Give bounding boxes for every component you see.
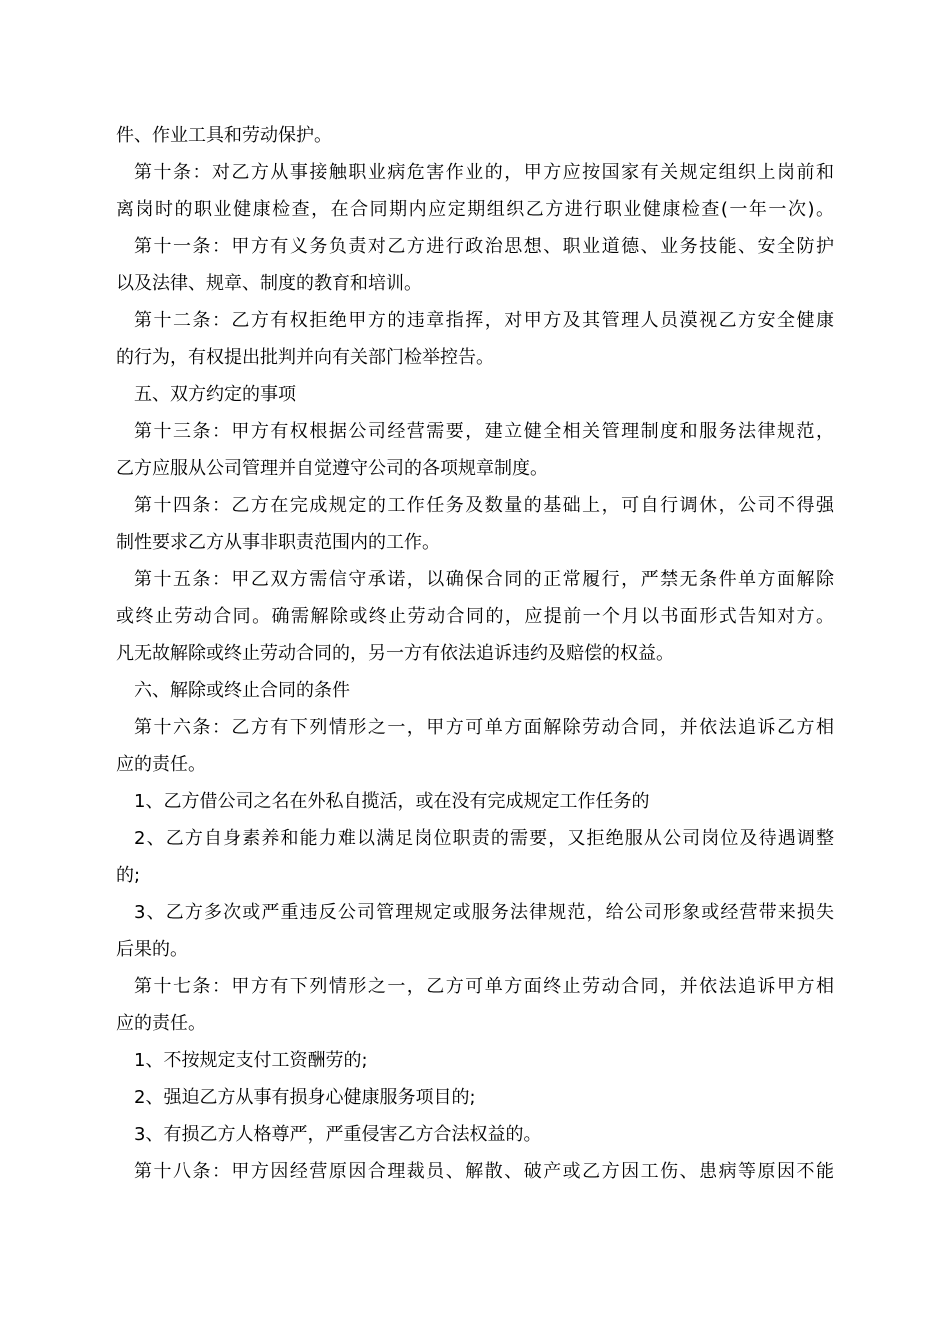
text-line: 第十四条：乙方在完成规定的工作任务及数量的基础上，可自行调休，公司不得强: [134, 495, 834, 516]
text-line: 第十六条：乙方有下列情形之一，甲方可单方面解除劳动合同，并依法追诉乙方相: [134, 717, 834, 738]
list-item: 2、乙方自身素养和能力难以满足岗位职责的需要，又拒绝服从公司岗位及待遇调整: [134, 828, 834, 849]
text-line: 乙方应服从公司管理并自觉遵守公司的各项规章制度。: [116, 458, 548, 479]
text-line: 第十三条：甲方有权根据公司经营需要，建立健全相关管理制度和服务法律规范，: [134, 421, 834, 442]
text-line: 第十二条：乙方有权拒绝甲方的违章指挥，对甲方及其管理人员漠视乙方安全健康: [134, 310, 834, 331]
text-line: 第十一条：甲方有义务负责对乙方进行政治思想、职业道德、业务技能、安全防护: [134, 236, 834, 257]
text-line: 离岗时的职业健康检查，在合同期内应定期组织乙方进行职业健康检查(一年一次)。: [116, 199, 834, 220]
text-line: 的行为，有权提出批判并向有关部门检举控告。: [116, 347, 494, 368]
text-line: 第十条：对乙方从事接触职业病危害作业的，甲方应按国家有关规定组织上岗前和: [134, 162, 834, 183]
list-item: 1、不按规定支付工资酬劳的;: [134, 1050, 368, 1071]
text-line: 或终止劳动合同。确需解除或终止劳动合同的，应提前一个月以书面形式告知对方。: [116, 606, 834, 627]
text-line: 凡无故解除或终止劳动合同的，另一方有依法追诉违约及赔偿的权益。: [116, 643, 674, 664]
text-line: 后果的。: [116, 939, 188, 960]
section-heading: 五、双方约定的事项: [134, 384, 296, 405]
text-line: 应的责任。: [116, 754, 206, 775]
text-line: 第十八条：甲方因经营原因合理裁员、解散、破产或乙方因工伤、患病等原因不能: [134, 1161, 834, 1182]
text-line: 制性要求乙方从事非职责范围内的工作。: [116, 532, 440, 553]
text-line: 应的责任。: [116, 1013, 206, 1034]
text-line: 以及法律、规章、制度的教育和培训。: [116, 273, 422, 294]
section-heading: 六、解除或终止合同的条件: [134, 680, 350, 701]
list-item: 3、有损乙方人格尊严，严重侵害乙方合法权益的。: [134, 1124, 542, 1145]
list-item: 3、乙方多次或严重违反公司管理规定或服务法律规范，给公司形象或经营带来损失: [134, 902, 834, 923]
text-line: 第十七条：甲方有下列情形之一，乙方可单方面终止劳动合同，并依法追诉甲方相: [134, 976, 834, 997]
document-page: [116, 117, 834, 1190]
list-item: 1、乙方借公司之名在外私自揽活，或在没有完成规定工作任务的: [134, 791, 650, 812]
text-line: 第十五条：甲乙双方需信守承诺，以确保合同的正常履行，严禁无条件单方面解除: [134, 569, 834, 590]
text-line: 件、作业工具和劳动保护。: [116, 125, 332, 146]
list-item: 2、强迫乙方从事有损身心健康服务项目的;: [134, 1087, 476, 1108]
text-line: 的;: [116, 865, 141, 886]
